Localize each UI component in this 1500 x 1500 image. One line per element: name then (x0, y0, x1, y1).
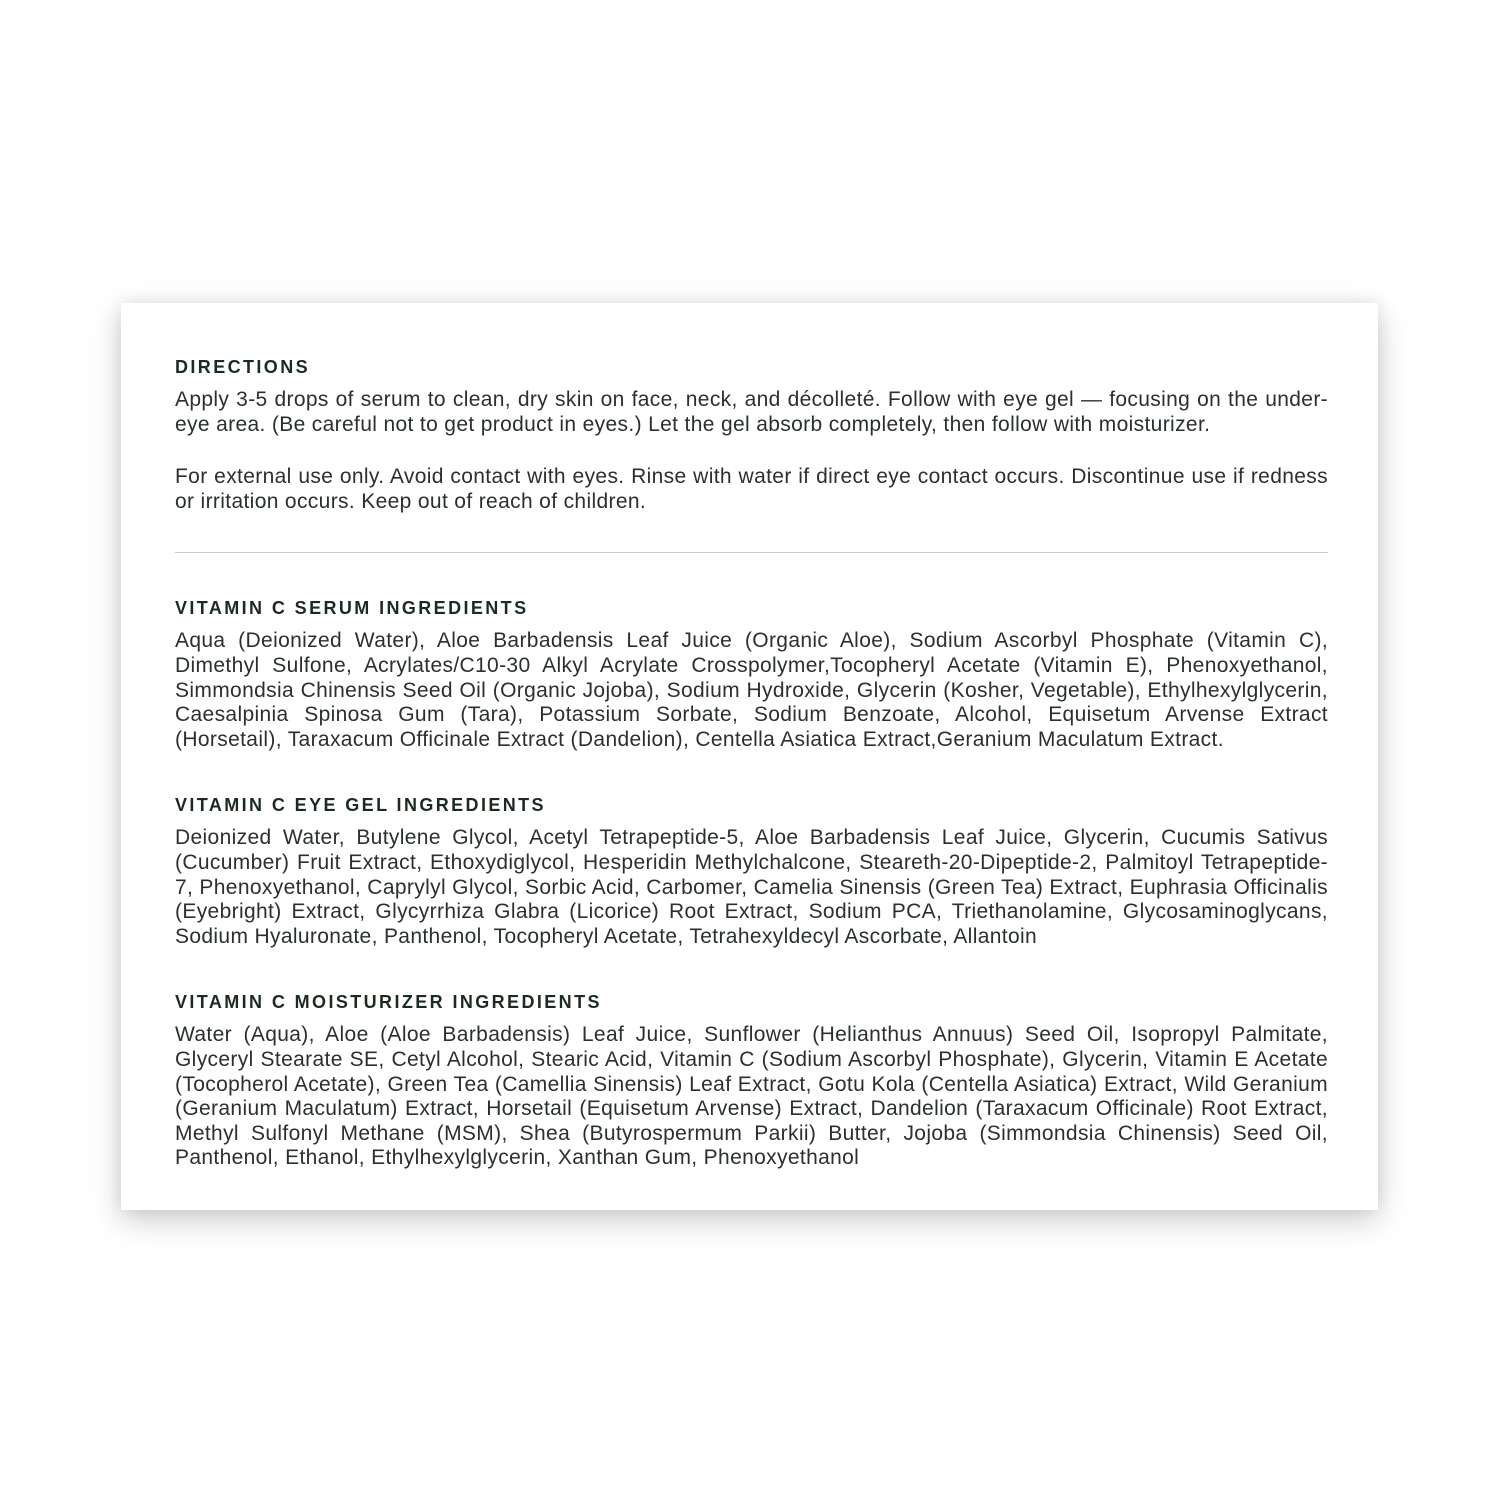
directions-section (175, 356, 1328, 514)
moisturizer-ingredients-text: Water (Aqua), Aloe (Aloe Barbadensis) Leaf Juice, Sunflower (Helianthus Annuus) Seed Oil, Isopropyl Palmitate, Glyceryl Stearate SE, Cetyl Alcohol, Stearic Acid, Vitamin C (Sodium Ascorbyl Phosphate), Glycerin, Vitamin E Acetate (Tocopherol Acetate), Green Tea (Camellia Sinensis) Leaf Extract, Gotu Kola (Centella Asiatica) Extract, Wild Geranium (Geranium Maculatum) Extract, Horsetail (Equisetum Arvense) Extract, Dandelion (Taraxacum Officinale) Root Extract, Methyl Sulfonyl Methane (MSM), Shea (Butyrospermum Parkii) Butter, Jojoba (Simmondsia Chinensis) Seed Oil, Panthenol, Ethanol, Ethylhexylglycerin, Xanthan Gum, Phenoxyethanol (175, 1023, 1328, 1170)
moisturizer-ingredients-heading: VITAMIN C MOISTURIZER INGREDIENTS (175, 992, 602, 1013)
directions-caution-text: For external use only. Avoid contact with eyes. Rinse with water if direct eye contact occurs. Discontinue use if redness or irritation occurs. Keep out of reach of children. (175, 465, 1328, 513)
label-card (121, 303, 1378, 1210)
eye-gel-ingredients-heading: VITAMIN C EYE GEL INGREDIENTS (175, 795, 546, 816)
serum-ingredients-section (175, 597, 1328, 752)
directions-heading: DIRECTIONS (175, 357, 311, 377)
section-divider (175, 552, 1328, 553)
label-card-content (121, 303, 1378, 1171)
serum-ingredients-heading: VITAMIN C SERUM INGREDIENTS (175, 598, 529, 619)
directions-apply-text: Apply 3-5 drops of serum to clean, dry skin on face, neck, and décolleté. Follow with eye gel — focusing on the under-eye area. (Be careful not to get product in eyes.) Let the gel absorb completely, then follow with moisturizer. (175, 388, 1328, 436)
moisturizer-ingredients-section (175, 991, 1328, 1171)
eye-gel-ingredients-section (175, 794, 1328, 949)
serum-ingredients-text: Aqua (Deionized Water), Aloe Barbadensis Leaf Juice (Organic Aloe), Sodium Ascorbyl Phosphate (Vitamin C), Dimethyl Sulfone, Acrylates/C10-30 Alkyl Acrylate Crosspolymer,Tocopheryl Acetate (Vitamin E), Phenoxyethanol, Simmondsia Chinensis Seed Oil (Organic Jojoba), Sodium Hydroxide, Glycerin (Kosher, Vegetable), Ethylhexylglycerin, Caesalpinia Spinosa Gum (Tara), Potassium Sorbate, Sodium Benzoate, Alcohol, Equisetum Arvense Extract (Horsetail), Taraxacum Officinale Extract (Dandelion), Centella Asiatica Extract,Geranium Maculatum Extract. (175, 629, 1328, 751)
eye-gel-ingredients-text: Deionized Water, Butylene Glycol, Acetyl Tetrapeptide-5, Aloe Barbadensis Leaf Juice, Glycerin, Cucumis Sativus (Cucumber) Fruit Extract, Ethoxydiglycol, Hesperidin Methylchalcone, Steareth-20-Dipeptide-2, Palmitoyl Tetrapeptide-7, Phenoxyethanol, Caprylyl Glycol, Sorbic Acid, Carbomer, Camelia Sinensis (Green Tea) Extract, Euphrasia Officinalis (Eyebright) Extract, Glycyrrhiza Glabra (Licorice) Root Extract, Sodium PCA, Triethanolamine, Glycosaminoglycans, Sodium Hyaluronate, Panthenol, Tocopheryl Acetate, Tetrahexyldecyl Ascorbate, Allantoin (175, 826, 1328, 948)
